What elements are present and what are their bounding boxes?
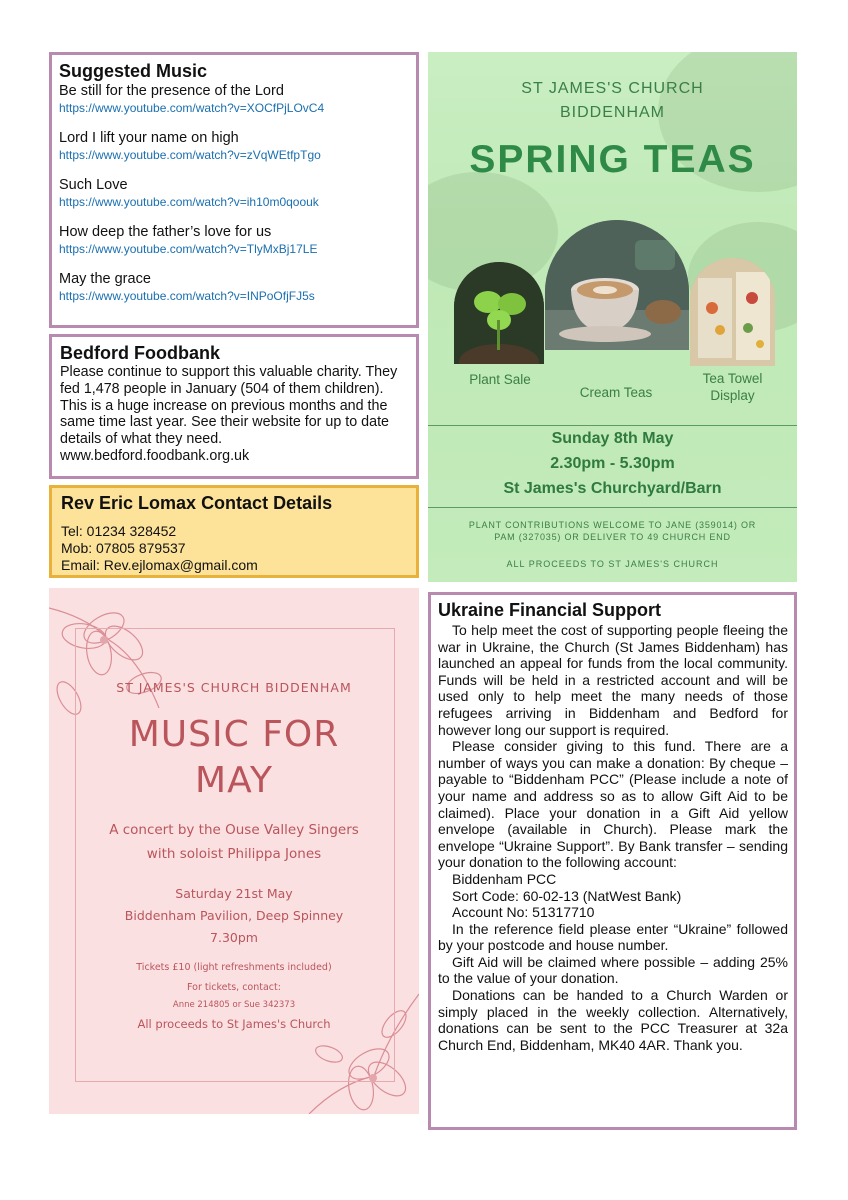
poster-divider (428, 507, 797, 508)
tea-towel-photo (690, 258, 775, 366)
tea-towel-label-line2: Display (710, 388, 755, 403)
tea-towel-label-line1: Tea Towel (702, 371, 763, 386)
plant-photo (454, 262, 544, 364)
poster-church-line1: ST JAMES'S CHURCH (521, 80, 704, 97)
music-date: Saturday 21st May (175, 886, 293, 901)
ukraine-paragraph: Gift Aid will be claimed where possible – adding 25% to the value of your donation. (438, 953, 788, 987)
ukraine-heading: Ukraine Financial Support (438, 600, 662, 620)
song-title: Be still for the presence of the Lord (59, 83, 284, 99)
song-link[interactable]: https://www.youtube.com/watch?v=XOCfPjLOvC4 (59, 101, 325, 115)
foodbank-panel (49, 334, 419, 479)
ukraine-paragraph: Donations can be handed to a Church Warden or simply placed in the weekly collection. Alternatively, donations can be sent to the PCC Treasurer at 32a Church End, Biddenham, MK40 4AR. Thank you. (438, 987, 788, 1053)
ukraine-paragraph: To help meet the cost of supporting people fleeing the war in Ukraine, the Church (St James Biddenham) has launched an appeal for funds from the local community. Funds will be held in a restricted account and will be used only to help meet the many needs of those refugees arriving in Biddenham and Bedford for however long our support is required. (438, 622, 788, 738)
song-title: How deep the father’s love for us (59, 224, 272, 240)
ukraine-support-panel (428, 592, 797, 1130)
music-proceeds: All proceeds to St James's Church (137, 1017, 331, 1031)
music-time: 7.30pm (210, 930, 258, 945)
music-desc-line2: with soloist Philippa Jones (146, 846, 322, 862)
plant-sale-label: Plant Sale (469, 372, 531, 387)
music-for-may-poster (49, 588, 419, 1114)
contact-mob: Mob: 07805 879537 (61, 540, 186, 556)
music-for-tickets: For tickets, contact: (187, 982, 281, 993)
ukraine-account-no: Account No: 51317710 (452, 904, 595, 921)
poster-note-line1: PLANT CONTRIBUTIONS WELCOME TO JANE (359014) OR (468, 520, 757, 530)
music-venue: Biddenham Pavilion, Deep Spinney (124, 908, 344, 923)
spring-teas-poster (428, 52, 797, 582)
ukraine-account-name: Biddenham PCC (452, 870, 557, 887)
song-title: May the grace (59, 271, 151, 287)
song-link[interactable]: https://www.youtube.com/watch?v=zVqWEtfpTgo (59, 148, 321, 162)
ukraine-sort-code: Sort Code: 60-02-13 (NatWest Bank) (452, 887, 682, 904)
music-title-line2: MAY (195, 760, 273, 801)
cream-teas-label: Cream Teas (579, 385, 653, 400)
music-church: ST JAMES'S CHURCH BIDDENHAM (116, 680, 352, 695)
suggested-music-heading: Suggested Music (59, 61, 208, 81)
poster-church-line2: BIDDENHAM (559, 104, 665, 121)
spring-teas-date: Sunday 8th May (551, 430, 674, 447)
poster-proceeds: ALL PROCEEDS TO ST JAMES'S CHURCH (506, 559, 719, 569)
song-link[interactable]: https://www.youtube.com/watch?v=INPoOfjFJ5s (59, 289, 315, 303)
poster-divider (428, 425, 797, 426)
foodbank-body: Please continue to support this valuable charity. They fed 1,478 people in January (504 of them children). This is a huge increase on previous months and the same time last year. See their website for up to date details of what they need. www.bedford.foodbank.org.uk (60, 364, 398, 464)
ukraine-paragraph: Please consider giving to this fund. There are a number of ways you can make a donation: By cheque – payable to “Biddenham PCC” (Please include a note of your name and address so as to allow Gift Aid to be claimed). Place your donation in a Gift Aid yellow envelope (available in Church). Please mark the envelope “Ukraine Support”. By Bank transfer – sending your donation to the following account: (438, 738, 788, 871)
music-title-line1: MUSIC FOR (128, 714, 340, 755)
poster-note-line2: PAM (327035) OR DELIVER TO 49 CHURCH END (494, 532, 731, 542)
ukraine-paragraph: In the reference field please enter “Ukraine” followed by your postcode and house number. (438, 920, 788, 954)
contact-tel: Tel: 01234 328452 (61, 523, 177, 539)
contact-panel (49, 485, 419, 578)
cream-tea-photo (545, 220, 689, 350)
spring-teas-title: SPRING TEAS (469, 138, 756, 181)
contact-heading: Rev Eric Lomax Contact Details (61, 493, 333, 513)
music-tickets: Tickets £10 (light refreshments included) (136, 962, 332, 973)
song-link[interactable]: https://www.youtube.com/watch?v=ih10m0qoouk (59, 195, 319, 209)
music-desc-line1: A concert by the Ouse Valley Singers (109, 822, 359, 838)
foodbank-heading: Bedford Foodbank (60, 343, 220, 363)
song-title: Lord I lift your name on high (59, 130, 239, 146)
music-contacts: Anne 214805 or Sue 342373 (172, 1000, 296, 1010)
tea-towel-label (690, 370, 775, 404)
song-link[interactable]: https://www.youtube.com/watch?v=TlyMxBj17LE (59, 242, 318, 256)
spring-teas-place: St James's Churchyard/Barn (503, 480, 722, 497)
contact-email: Email: Rev.ejlomax@gmail.com (61, 557, 258, 573)
song-title: Such Love (59, 177, 128, 193)
spring-teas-time: 2.30pm - 5.30pm (550, 455, 675, 472)
suggested-music-panel (49, 52, 419, 328)
